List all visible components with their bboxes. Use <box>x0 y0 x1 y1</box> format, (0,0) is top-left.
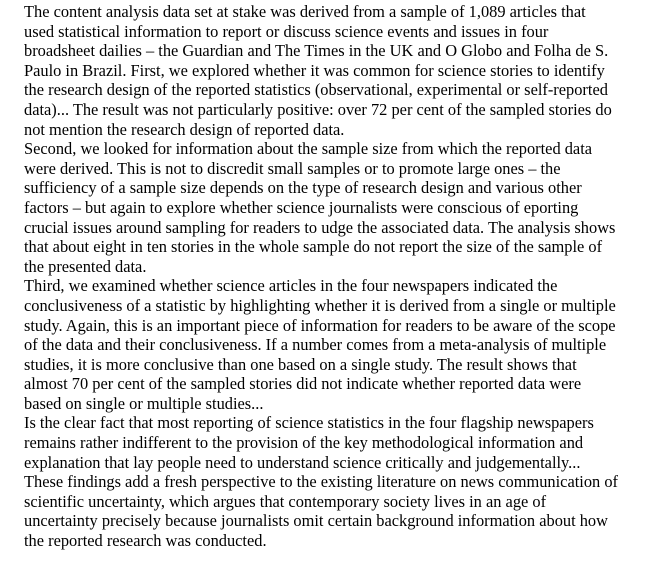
text-line: the research design of the reported statistics (observational, experimental or self-reported <box>24 80 608 100</box>
text-line: crucial issues around sampling for readers to udge the associated data. The analysis shows <box>24 217 616 237</box>
text-line: of the data and their conclusiveness. If a number comes from a meta-analysis of multiple <box>24 335 607 355</box>
text-line: Is the clear fact that most reporting of science statistics in the four flagship newspapers <box>24 413 594 433</box>
text-line: The content analysis data set at stake was derived from a sample of 1,089 articles that <box>24 2 586 21</box>
text-line: that about eight in ten stories in the whole sample do not report the size of the sample of <box>24 237 603 257</box>
text-line: scientific uncertainty, which argues that contemporary society lives in an age of <box>24 491 547 511</box>
text-line: sufficiency of a sample size depends on the type of research design and various other <box>24 178 582 198</box>
text-line: broadsheet dailies – the Guardian and The Times in the UK and O Globo and Folha de S. <box>24 41 609 61</box>
text-line: the reported research was conducted. <box>24 531 267 551</box>
paragraph-4 <box>6 413 656 550</box>
text-line: study. Again, this is an important piece of information for readers to be aware of the scope <box>24 315 616 335</box>
text-line: explanation that lay people need to understand science critically and judgementally... <box>24 452 581 472</box>
text-line: factors – but again to explore whether science journalists were conscious of eporting <box>24 197 579 217</box>
text-line: Paulo in Brazil. First, we explored whether it was common for science stories to identify <box>24 60 605 80</box>
text-line: These findings add a fresh perspective to the existing literature on news communication of <box>24 472 618 492</box>
text-line: uncertainty precisely because journalists omit certain background information about how <box>24 511 608 531</box>
paragraph-3 <box>6 276 656 413</box>
text-line: almost 70 per cent of the sampled stories did not indicate whether reported data were <box>24 374 582 394</box>
text-line: used statistical information to report or discuss science events and issues in four <box>24 21 549 41</box>
paragraph-1 <box>6 2 656 139</box>
text-line: based on single or multiple studies... <box>24 393 264 413</box>
text-line: remains rather indifferent to the provision of the key methodological information and <box>24 433 584 453</box>
text-line: studies, it is more conclusive than one based on a single study. The result shows that <box>24 354 577 374</box>
text-line: not mention the research design of reported data. <box>24 119 345 139</box>
text-line: the presented data. <box>24 256 147 276</box>
paragraph-2 <box>6 139 656 276</box>
text-line: Second, we looked for information about the sample size from which the reported data <box>24 139 593 159</box>
text-line: data)... The result was not particularly positive: over 72 per cent of the sampled stories do <box>24 99 612 119</box>
text-line: were derived. This is not to discredit small samples or to promote large ones – the <box>24 158 561 178</box>
text-line: Third, we examined whether science articles in the four newspapers indicated the <box>24 276 558 296</box>
text-line: conclusiveness of a statistic by highlighting whether it is derived from a single or multiple <box>24 295 616 315</box>
